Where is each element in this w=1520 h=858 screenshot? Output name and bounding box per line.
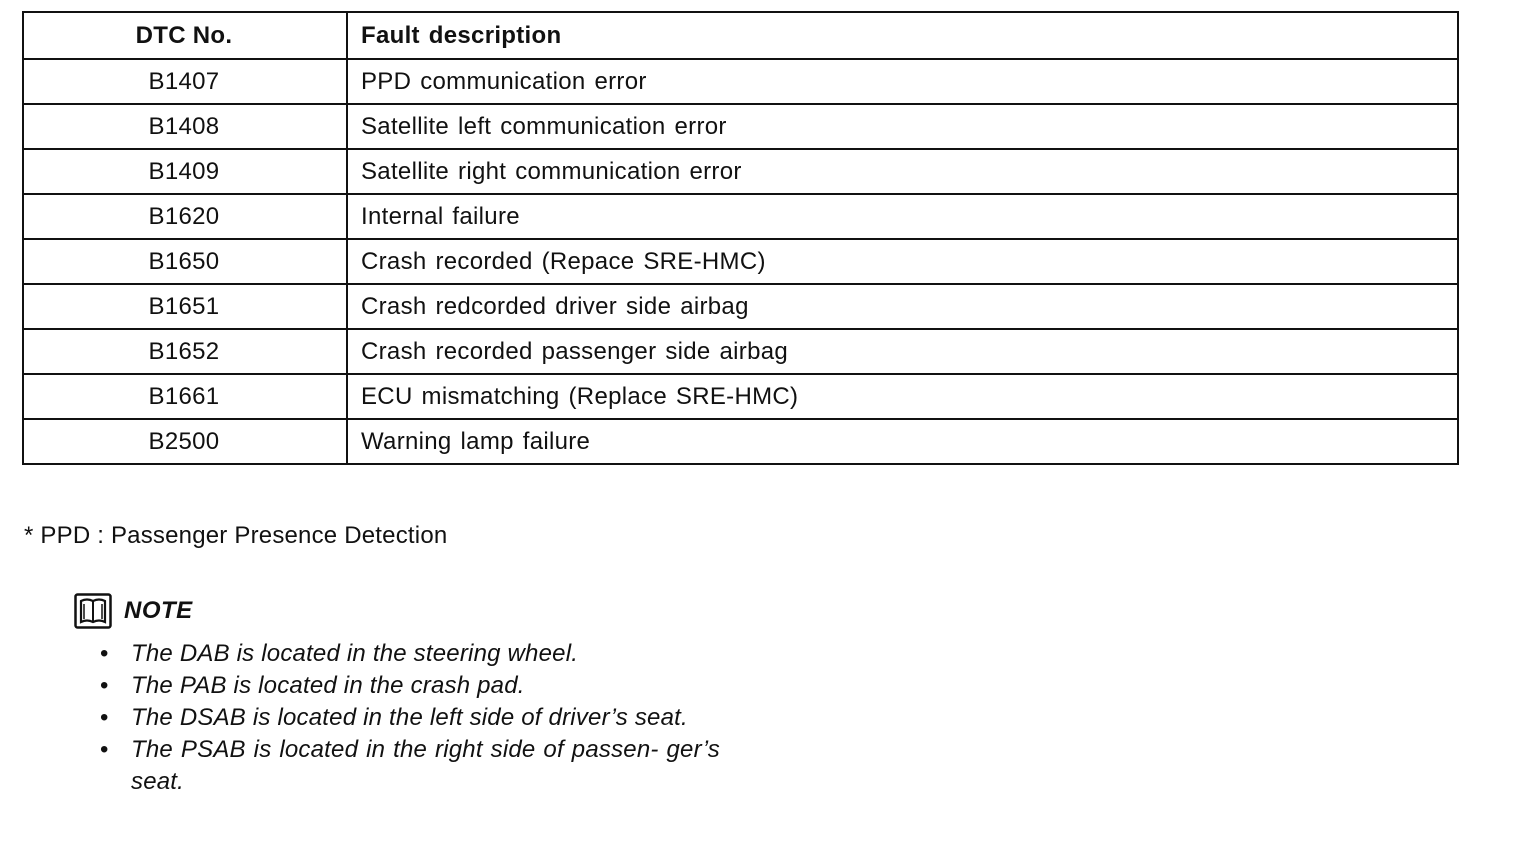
table-row [23, 194, 1458, 239]
note-item-text: The DAB is located in the steering wheel. [131, 640, 579, 667]
fault-description-cell: Internal failure [347, 194, 1458, 239]
note-item-text: The DSAB is located in the left side of driver’s seat. [131, 704, 688, 731]
table-row [23, 59, 1458, 104]
dtc-code-cell: B1408 [23, 104, 347, 149]
table-row [23, 419, 1458, 464]
table-row [23, 374, 1458, 419]
column-header-dtc-no: DTC No. [23, 12, 347, 59]
table-header-row [23, 12, 1458, 59]
note-item [100, 734, 720, 798]
fault-description-cell: Crash recorded passenger side airbag [347, 329, 1458, 374]
table-row [23, 149, 1458, 194]
note-list [100, 638, 720, 798]
note-item-text: The PAB is located in the crash pad. [131, 672, 525, 699]
fault-description-cell: Satellite left communication error [347, 104, 1458, 149]
fault-description-cell: Crash redcorded driver side airbag [347, 284, 1458, 329]
dtc-code-cell: B1651 [23, 284, 347, 329]
bullet: • [100, 640, 109, 667]
dtc-table [22, 11, 1459, 465]
note-title: NOTE [124, 597, 193, 624]
table-row [23, 329, 1458, 374]
note-item [100, 670, 720, 702]
fault-description-cell: Satellite right communication error [347, 149, 1458, 194]
note-item [100, 702, 720, 734]
ppd-footnote: * PPD : Passenger Presence Detection [24, 522, 448, 549]
table-row [23, 239, 1458, 284]
bullet: • [100, 672, 109, 699]
table-row [23, 104, 1458, 149]
bullet: • [100, 704, 109, 731]
bullet: • [100, 736, 109, 763]
fault-description-cell: Crash recorded (Repace SRE-HMC) [347, 239, 1458, 284]
book-icon [74, 593, 112, 629]
fault-description-cell: PPD communication error [347, 59, 1458, 104]
fault-description-cell: Warning lamp failure [347, 419, 1458, 464]
dtc-code-cell: B1620 [23, 194, 347, 239]
dtc-code-cell: B1661 [23, 374, 347, 419]
dtc-code-cell: B2500 [23, 419, 347, 464]
dtc-code-cell: B1652 [23, 329, 347, 374]
note-item-text: The PSAB is located in the right side of passen- ger’s seat. [131, 736, 720, 795]
note-item [100, 638, 720, 670]
note-header [74, 592, 193, 630]
table-row [23, 284, 1458, 329]
dtc-code-cell: B1407 [23, 59, 347, 104]
dtc-code-cell: B1409 [23, 149, 347, 194]
fault-description-cell: ECU mismatching (Replace SRE-HMC) [347, 374, 1458, 419]
dtc-code-cell: B1650 [23, 239, 347, 284]
column-header-fault-description: Fault description [347, 12, 1458, 59]
